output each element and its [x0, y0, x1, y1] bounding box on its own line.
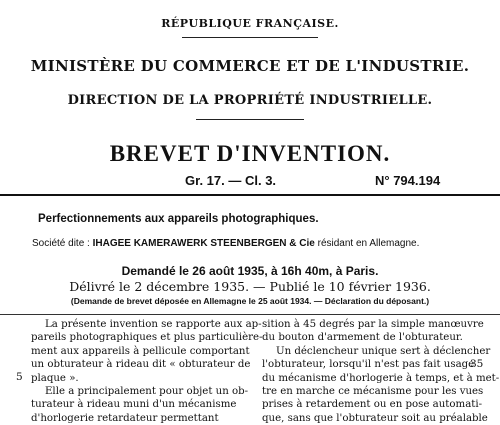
body-line: plaque ». [31, 372, 79, 384]
applicant-suffix: résidant en Allemagne. [314, 238, 420, 249]
date-issued: Délivré le 2 décembre 1935. — Publié le 10 février 1936. [69, 279, 431, 294]
body-line: turateur à rideau muni d'un mécanisme [31, 399, 237, 411]
section-rule [0, 194, 500, 196]
body-line: du mécanisme d'horlogerie à temps, et à met- [262, 372, 500, 384]
body-line: l'obturateur, lorsqu'il n'est pas fait usage [262, 359, 475, 371]
filing-note: (Demande de brevet déposée en Allemagne le 25 août 1934. — Déclaration du déposant.) [70, 296, 430, 306]
body-line: pareils photographiques et plus particulière- [31, 332, 263, 344]
date-requested: Demandé le 26 août 1935, à 16h 40m, à Paris. [121, 264, 379, 278]
body-line: tre en marche ce mécanisme pour les vues [262, 386, 484, 398]
body-line: Elle a principalement pour objet un ob- [45, 386, 249, 398]
direction-rule [196, 119, 304, 120]
ministry-heading: MINISTÈRE DU COMMERCE ET DE L'INDUSTRIE. [30, 57, 470, 75]
body-line: La présente invention se rapporte aux ap- [45, 319, 262, 330]
applicant-prefix: Société dite : [32, 238, 93, 249]
group-class: Gr. 17. — Cl. 3. [185, 173, 277, 188]
body-line: prises à retardement ou en pose automati- [262, 399, 483, 411]
patent-title: BREVET D'INVENTION. [109, 141, 391, 166]
line-number-right: 35 [470, 358, 484, 370]
body-rule [0, 314, 500, 315]
body-line: d'horlogerie retardateur permettant [31, 412, 219, 424]
body-column-left [31, 318, 263, 425]
republic-heading: RÉPUBLIQUE FRANÇAISE. [161, 17, 339, 30]
body-line: que, sans que l'obturateur soit au préalable [262, 412, 488, 424]
applicant-line [32, 238, 419, 249]
body-line: ment aux appareils à pellicule comportant [31, 345, 250, 357]
body-line: du bouton d'armement de l'obturateur. [262, 332, 463, 344]
patent-number: N° 794.194 [375, 173, 441, 188]
header-rule [182, 37, 318, 38]
applicant-name: IHAGEE KAMERAWERK STEENBERGEN & Cie [92, 238, 315, 249]
body-column-right [262, 318, 500, 425]
direction-heading: DIRECTION DE LA PROPRIÉTÉ INDUSTRIELLE. [67, 93, 433, 108]
line-number-left: 5 [16, 371, 23, 383]
invention-title: Perfectionnements aux appareils photographiques. [38, 213, 319, 225]
body-line: un obturateur à rideau dit « obturateur de [31, 359, 251, 371]
body-line: sition à 45 degrés par la simple manœuvre [262, 319, 484, 330]
body-line: Un déclencheur unique sert à déclencher [276, 345, 491, 357]
